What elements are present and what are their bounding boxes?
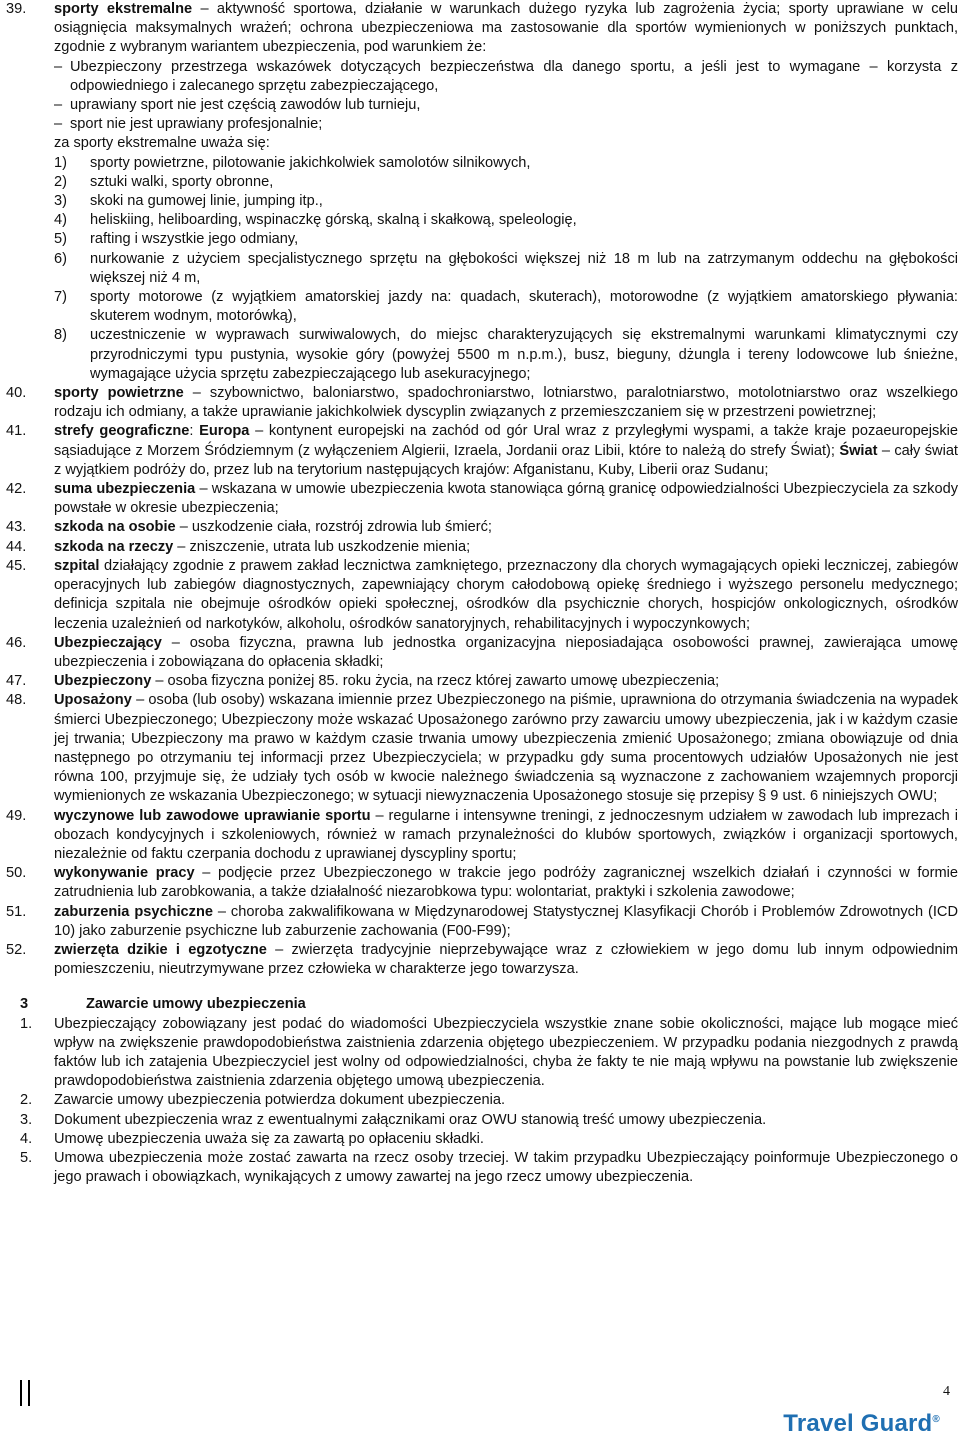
item-text: Umowę ubezpieczenia uważa się za zawartą po opłaceniu składki. [54,1130,484,1147]
definition-text: choroba zakwalifikowana w Międzynarodowej Statystycznej Klasyfikacji Chorób i Problemów Zdrowotnych (ICD 10) jako zaburzenie psychiczne lub zaburzenie zachowania (F00-F99); [54,903,958,939]
definition-text: podjęcie przez Ubezpieczonego w trakcie jego podróży zagranicznej wszelkich działań i czynności w formie zatrudnienia lub zarobkowania, a także działalność niezarobkowa typu: wolontariat, praktyki i szkolenia zawodowe; [54,865,958,901]
travel-guard-logo [783,1410,940,1437]
item-text: nurkowanie z użyciem specjalistycznego sprzętu na głębokości większej niż 18 m lub na zatrzymanym oddechu na głębokości większej niż 4 m, [90,250,958,286]
logo-text: Travel Guard [783,1410,933,1437]
definition-body [54,941,958,979]
extreme-sport-item [54,326,958,384]
definition-47 [0,672,960,691]
definition-term: suma ubezpieczenia [54,481,196,498]
definition-42 [0,480,960,518]
section-items-list [0,1015,960,1188]
separator: – [266,941,292,958]
item-text: Ubezpieczający zobowiązany jest podać do wiadomości Ubezpieczyciela wszystkie znane sobie okoliczności, mające lub mogące mieć wpływ na zwiększenie prawdopodobieństwa zaistnienia zdarzenia objętego ubezpieczeniem. W przypadku podania niezgodnych z prawdą faktów lub ich zatajenia Ubezpieczyciel jest wolny od odpowiedzialności, chyba że fakty te nie mają wpływu na powstanie lub zwiększenie prawdopodobieństwa zaistnienia zdarzenia objętego umową ubezpieczenia. [54,1015,958,1090]
definition-body [54,422,958,480]
definition-text: szybownictwo, baloniarstwo, spadochroniarstwo, lotniarstwo, paralotniarstwo, motolotniarstwo oraz wszelkiego rodzaju ich odmiany, a także uprawianie jakichkolwiek dyscyplin związanych z przemieszczaniem się w przestrzeni powietrznej; [54,385,959,421]
separator: – [194,865,219,882]
definition-text: aktywność sportowa, działanie w warunkach dużego ryzyka lub zagrożenia życia; sporty uprawiane w celu osiągnięcia maksymalnych wrażeń; ochrona ubezpieczeniowa ma zastosowanie dla sportów wymienionych w poniższych punktach, zgodnie z wybranym wariantem ubezpieczenia, pod warunkiem że: [54,1,959,56]
definition-body [54,518,958,537]
item-number: 5. [20,1149,33,1166]
definition-term: Uposażony [54,692,132,709]
definition-text: wskazana w umowie ubezpieczenia kwota stanowiąca górną granicę odpowiedzialności Ubezpieczyciela za szkody powstałe w okresie ubezpieczenia; [54,481,958,517]
dash-marker: – [54,97,63,114]
section-title: Zawarcie umowy ubezpieczenia [86,996,306,1013]
item-number: 3. [20,1111,33,1128]
definition-term: szkoda na rzeczy [54,538,174,555]
item-number: 1) [54,154,67,171]
definition-term: szkoda na osobie [54,519,176,536]
item-text: rafting i wszystkie jego odmiany, [90,231,299,248]
definition-text: – cały świat z wyjątkiem podróży do, przez lub na terytorium następujących krajów: Afganistanu, Kuby, Liberii oraz Sudanu; [54,442,958,478]
section-number: 3 [20,996,29,1013]
definition-term: sporty powietrzne [54,385,184,402]
definition-number: 41. [6,423,27,440]
definition-text: regularne i intensywne treningi, z jednoczesnym udziałem w zawodach lub imprezach i obozach kondycyjnych i szkoleniowych, również w ramach przynależności do klubów sportowych, związków i organizacji sportowych, niezależnie od faktu czerpania dochodu z uprawianej dyscypliny sportu; [54,807,958,862]
definition-text: uszkodzenie ciała, rozstrój zdrowia lub śmierć; [191,519,492,536]
definition-body [54,807,958,865]
extreme-sport-item [54,192,958,211]
condition-text: Ubezpieczony przestrzega wskazówek dotyczących bezpieczeństwa dla danego sportu, a jeśli jest to wymagane – korzysta z odpowiedniego i zalecanego sprzętu zabezpieczającego, [70,58,958,94]
definition-number: 46. [6,634,27,651]
item-number: 4) [54,212,67,229]
definition-number: 44. [6,538,27,555]
separator: – [151,673,168,690]
definition-51 [0,903,960,941]
extreme-sport-item [54,173,958,192]
extreme-sport-item [54,154,958,173]
definition-term: wyczynowe lub zawodowe uprawianie sportu [54,807,371,824]
dash-marker: – [54,116,63,133]
definition-text: działający zgodnie z prawem zakład lecznictwa zamkniętego, przeznaczony dla chorych wymagających opieki leczniczej, zabiegów operacyjnych lub zabiegów diagnostycznych, zapewniający chorym całodobową opiekę średniego i wyższego personelu medycznego; definicja szpitala nie obejmuje ośrodków opieki społecznej, ośrodków dla psychicznie chorych, hospicjów onkologicznych, ośrodków leczenia uzależnień od narkotyków, alkoholu, ośrodków sanatoryjnych, rehabilitacyjnych i wypoczynkowych; [54,557,958,632]
separator: – [131,692,149,709]
item-text: heliskiing, heliboarding, wspinaczkę górską, skalną i skałkową, speleologię, [90,212,577,229]
definition-term: strefy geograficzne [54,423,190,440]
definition-43 [0,518,960,537]
extreme-sport-item [54,230,958,249]
definition-term: Europa [199,423,250,440]
section-item [0,1130,960,1149]
definition-number: 52. [6,941,27,958]
section-item [0,1149,960,1187]
definition-term: Świat [839,442,878,459]
item-text: Dokument ubezpieczenia wraz z ewentualnymi załącznikami oraz OWU stanowią treść umowy ubezpieczenia. [54,1111,767,1128]
definition-number: 40. [6,385,27,402]
definition-46 [0,634,960,672]
page-number: 4 [943,1384,950,1399]
definition-number: 39. [6,1,27,17]
definition-text: zniszczenie, utrata lub uszkodzenie mienia; [189,538,471,555]
item-text: sporty motorowe (z wyjątkiem amatorskiej jazdy na: quadach, skuterach), motorowodne (z wyjątkiem amatorskiego pływania: skuterem wodnym, motorówką), [90,289,958,325]
item-number: 8) [54,327,67,344]
separator: – [175,519,192,536]
item-number: 2) [54,173,67,190]
definition-term: Ubezpieczony [54,673,152,690]
definition-term: sporty ekstremalne [54,1,193,17]
definition-body [54,0,958,384]
item-number: 5) [54,231,67,248]
definitions-list [0,384,960,979]
definition-number: 51. [6,903,27,920]
definition-body [54,672,958,691]
condition-item [54,96,958,115]
definition-number: 45. [6,557,27,574]
margin-bar [20,1380,22,1406]
extreme-sports-intro: za sporty ekstremalne uważa się: [54,135,270,152]
definition-body [54,384,958,422]
item-number: 1. [20,1015,33,1032]
definition-40 [0,384,960,422]
definition-44 [0,538,960,557]
section-heading [0,995,960,1014]
condition-item [54,58,958,96]
separator: – [195,481,212,498]
definition-text: zwierzęta tradycyjnie nieprzebywające wraz z człowiekiem w jego domu lub innym odpowiednim pomieszczeniu, nieutrzymywane przez człowieka w charakterze jego towarzysza. [54,941,958,978]
definition-text: – kontynent europejski na zachód od gór Ural wraz z przyległymi wyspami, a także kraje pozaeuropejskie sąsiadujące z Morzem Śródziemnym (z wyłączeniem Algierii, Izraela, Jordanii oraz Libii, które to należą do strefy Świat); [54,423,958,459]
definition-number: 47. [6,673,27,690]
definition-50 [0,864,960,902]
item-text: uczestniczenie w wyprawach surwiwalowych, do miejsc charakteryzujących się ekstremalnymi warunkami klimatycznymi czy przyrodniczymi typu pustynia, wysokie góry (powyżej 5500 m n.p.m.), busz, bieguny, dżungla i tereny lodowcowe lub śnieżne, wymagające użycia sprzętu zabezpieczającego lub asekuracyjnego; [90,327,958,382]
definition-body [54,538,958,557]
definition-term: szpital [54,557,100,574]
definition-term: Ubezpieczający [54,634,162,651]
condition-text: uprawiany sport nie jest częścią zawodów lub turnieju, [70,97,421,114]
item-text: sztuki walki, sporty obronne, [90,173,274,190]
logo-registered-mark: ® [932,1414,940,1425]
section-item [0,1111,960,1130]
margin-bar [28,1380,30,1406]
separator: : [189,423,200,440]
definition-39 [0,0,960,384]
definition-term: wykonywanie pracy [54,865,195,882]
separator: – [213,903,231,920]
dash-marker: – [54,58,63,75]
separator: – [192,1,217,17]
definition-body [54,864,958,902]
definition-number: 48. [6,692,27,709]
definition-number: 43. [6,519,27,536]
page-footer [0,1380,960,1437]
definition-41 [0,422,960,480]
definition-number: 50. [6,865,27,882]
definition-number: 42. [6,481,27,498]
definition-term: zwierzęta dzikie i egzotyczne [54,941,267,958]
definition-text: osoba fizyczna, prawna lub jednostka organizacyjna nieposiadająca osobowości prawnej, zawierająca umowę ubezpieczenia i zobowiązana do opłacenia składki; [54,634,958,670]
definition-48 [0,691,960,806]
extreme-sport-item [54,250,958,288]
section-item [0,1015,960,1092]
item-text: sporty powietrzne, pilotowanie jakichkolwiek samolotów silnikowych, [90,154,531,171]
definition-number: 49. [6,807,27,824]
item-number: 3) [54,193,67,210]
separator: – [173,538,190,555]
section-item [0,1091,960,1110]
definition-body [54,557,958,634]
extreme-sports-list [54,154,958,384]
definition-body [54,634,958,672]
definition-body [54,691,958,806]
definition-body [54,480,958,518]
condition-text: sport nie jest uprawiany profesjonalnie; [70,116,323,133]
definition-text: osoba fizyczna poniżej 85. roku życia, na rzecz której zawarto umowę ubezpieczenia; [167,673,720,690]
item-number: 2. [20,1092,33,1109]
definition-52 [0,941,960,979]
definition-term: zaburzenia psychiczne [54,903,213,920]
item-number: 6) [54,250,67,267]
separator: – [183,385,210,402]
item-number: 4. [20,1130,33,1147]
item-number: 7) [54,289,67,306]
condition-item [54,115,958,134]
item-text: skoki na gumowej linie, jumping itp., [90,193,323,210]
item-text: Zawarcie umowy ubezpieczenia potwierdza dokument ubezpieczenia. [54,1092,506,1109]
separator: – [161,634,190,651]
separator: – [370,807,389,824]
definition-text: osoba (lub osoby) wskazana imiennie przez Ubezpieczonego na piśmie, uprawniona do otrzymania świadczenia na wypadek śmierci Ubezpieczonego; Ubezpieczony może wskazać Uposażonego zarówno przy zawarciu umowy ubezpieczenia, jak i w każdym czasie jej trwania; Ubezpieczony ma prawo w każdym czasie trwania umowy ubezpieczenia zmienić Uposażonego; zmiana obowiązuje od dnia następnego po otrzymaniu tej informacji przez Ubezpieczyciela; w przypadku gdy suma procentowych udziałów Uposażonych nie jest równa 100, przyjmuje się, że udziały tych osób w kwocie należnego świadczenia są wyznaczone z zachowaniem wzajemnych proporcji wymienionych ze wskazania Ubezpieczonego; w sytuacji niewyznaczenia Uposażonego stosuje się przepisy § 9 ust. 6 niniejszych OWU; [54,692,958,805]
item-text: Umowa ubezpieczenia może zostać zawarta na rzecz osoby trzeciej. W takim przypadku Ubezpieczający poinformuje Ubezpieczonego o jego prawach i obowiązkach, wynikających z umowy zawartej na jego rzecz umowy ubezpieczenia. [54,1149,958,1186]
definition-body [54,903,958,941]
definition-49 [0,807,960,865]
extreme-sport-item [54,288,958,326]
extreme-sport-item [54,211,958,230]
definition-45 [0,557,960,634]
